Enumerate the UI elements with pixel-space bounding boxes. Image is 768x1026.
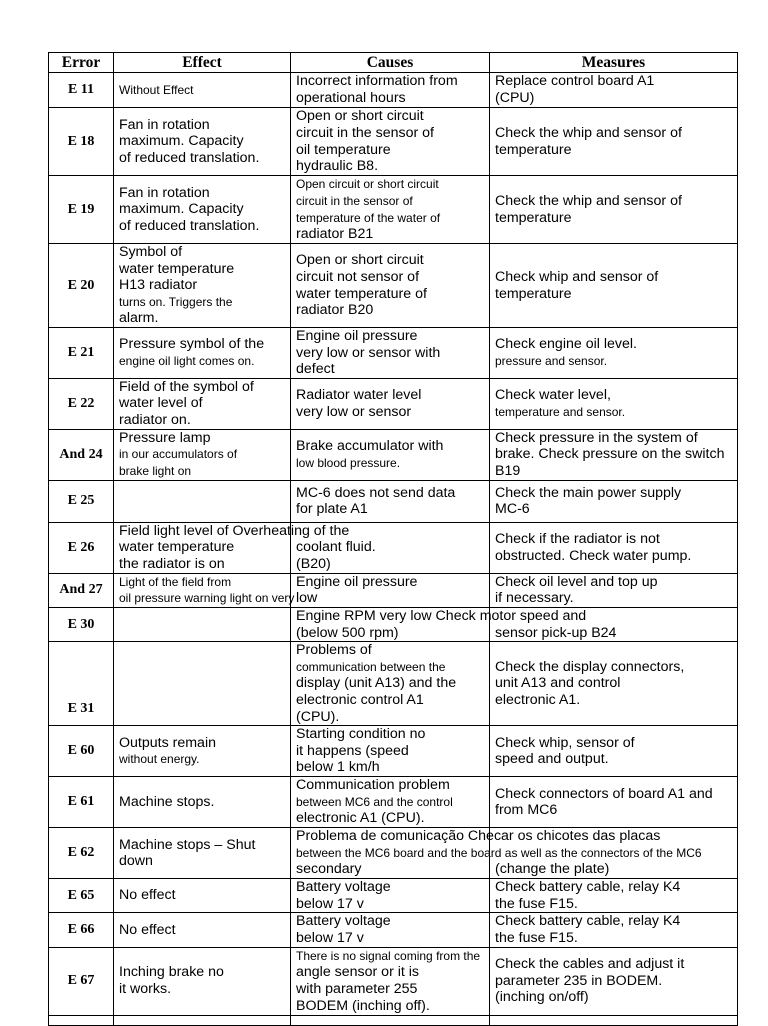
causes-line: Engine RPM very low Check motor speed and (296, 607, 587, 624)
measures-line: Check the main power supply (495, 484, 682, 501)
causes-cell (291, 573, 490, 607)
header-effect: Effect (114, 53, 291, 73)
causes-line: it happens (speed (296, 742, 409, 759)
effect-cell (114, 947, 291, 1015)
causes-line: temperature of the water of (296, 210, 441, 225)
measures-line: Check the display connectors, (495, 658, 685, 675)
table-row (49, 429, 738, 480)
causes-line: Open or short circuit (296, 252, 424, 269)
measures-line: Check oil level and top up (495, 573, 658, 590)
table-row (49, 328, 738, 379)
empty-cell (490, 1015, 738, 1025)
causes-cell (291, 726, 490, 777)
effect-line: water temperature (119, 539, 235, 556)
measures-cell (490, 244, 738, 328)
effect-cell (114, 73, 291, 108)
causes-line: between MC6 and the control (296, 794, 453, 809)
error-code: E 20 (49, 244, 114, 328)
error-code: And 27 (49, 573, 114, 607)
effect-line: radiator on. (119, 412, 191, 429)
causes-line: Incorrect information from (296, 73, 458, 90)
effect-line: alarm. (119, 310, 159, 327)
effect-cell (114, 913, 291, 947)
causes-line: radiator B20 (296, 302, 374, 319)
measures-line: Check battery cable, relay K4 (495, 913, 681, 930)
causes-cell (291, 328, 490, 379)
effect-line: Machine stops. (119, 793, 215, 810)
causes-line: Problems of (296, 642, 372, 659)
causes-cell (291, 879, 490, 913)
measures-cell (490, 777, 738, 828)
measures-line: the fuse F15. (495, 929, 578, 946)
causes-cell (291, 480, 490, 522)
table-row (49, 73, 738, 108)
measures-cell (490, 176, 738, 244)
causes-line: MC-6 does not send data (296, 484, 456, 501)
empty-cell (49, 1015, 114, 1025)
measures-cell (490, 913, 738, 947)
empty-cell (114, 1015, 291, 1025)
effect-line: of reduced translation. (119, 217, 260, 234)
error-code: E 18 (49, 108, 114, 176)
table-row (49, 378, 738, 429)
measures-line: (change the plate) (495, 861, 610, 878)
effect-cell (114, 642, 291, 726)
causes-line: with parameter 255 (296, 981, 418, 998)
measures-line: sensor pick-up B24 (495, 624, 617, 641)
measures-cell (490, 522, 738, 573)
error-code: And 24 (49, 429, 114, 480)
causes-line: Radiator water level (296, 387, 422, 404)
effect-cell (114, 176, 291, 244)
measures-line: temperature (495, 141, 572, 158)
causes-cell (291, 73, 490, 108)
error-code: E 11 (49, 73, 114, 108)
causes-line: Problema de comunicação Checar os chicotes das placas (296, 828, 661, 845)
error-code: E 22 (49, 378, 114, 429)
measures-cell (490, 108, 738, 176)
effect-line: Symbol of (119, 244, 183, 261)
causes-line: display (unit A13) and the (296, 675, 457, 692)
measures-line: Replace control board A1 (495, 73, 655, 90)
causes-line: (below 500 rpm) (296, 624, 399, 641)
effect-line: Without Effect (119, 82, 194, 97)
measures-cell (490, 73, 738, 108)
effect-cell (114, 828, 291, 879)
causes-line: BODEM (inching off). (296, 997, 430, 1014)
table-row (49, 828, 738, 879)
effect-line: Fan in rotation (119, 184, 210, 201)
table-row (49, 726, 738, 777)
measures-line: Check if the radiator is not (495, 531, 660, 548)
measures-cell (490, 642, 738, 726)
effect-line: Field light level of Overheating of the (119, 522, 350, 539)
header-error: Error (49, 53, 114, 73)
effect-cell (114, 573, 295, 607)
table-row-partial (49, 1015, 738, 1025)
causes-line: Open circuit or short circuit (296, 177, 439, 192)
error-code: E 26 (49, 522, 114, 573)
measures-line: Check battery cable, relay K4 (495, 879, 681, 896)
effect-line: down (119, 853, 153, 870)
error-code: E 66 (49, 913, 114, 947)
error-code: E 19 (49, 176, 114, 244)
table-row (49, 480, 738, 522)
causes-line: Starting condition no (296, 726, 426, 743)
measures-line: Check whip, sensor of (495, 734, 635, 751)
measures-cell (490, 328, 738, 379)
effect-cell (114, 378, 291, 429)
measures-cell (490, 879, 738, 913)
measures-line: obstructed. Check water pump. (495, 547, 692, 564)
causes-line: Brake accumulator with (296, 438, 444, 455)
measures-line: MC-6 (495, 501, 530, 518)
effect-line: oil pressure warning light on very (119, 591, 295, 606)
measures-cell (490, 378, 738, 429)
measures-line: unit A13 and control (495, 675, 621, 692)
causes-line: secondary (296, 861, 362, 878)
effect-line: Pressure symbol of the (119, 336, 265, 353)
effect-cell (114, 777, 291, 828)
effect-line: without energy. (119, 752, 200, 767)
table-row (49, 947, 738, 1015)
measures-line: parameter 235 in BODEM. (495, 972, 663, 989)
table-row (49, 642, 738, 726)
effect-cell (114, 879, 291, 913)
causes-line: between the MC6 board and the board as well as the connectors of the MC6 (296, 845, 702, 860)
causes-cell (291, 108, 490, 176)
effect-line: of reduced translation. (119, 149, 260, 166)
error-code: E 62 (49, 828, 114, 879)
effect-line: it works. (119, 981, 172, 998)
causes-cell (291, 176, 490, 244)
causes-cell (291, 378, 490, 429)
measures-line: (inching on/off) (495, 989, 589, 1006)
causes-line: (B20) (296, 556, 331, 573)
causes-cell (291, 947, 490, 1015)
measures-cell (490, 947, 738, 1015)
measures-line: Check the whip and sensor of (495, 192, 682, 209)
table-row (49, 913, 738, 947)
effect-line: Fan in rotation (119, 116, 210, 133)
table-row (49, 176, 738, 244)
causes-line: low (296, 590, 318, 607)
error-code: E 67 (49, 947, 114, 1015)
table-row (49, 522, 738, 573)
causes-line: below 1 km/h (296, 759, 380, 776)
effect-line: Machine stops – Shut (119, 836, 256, 853)
effect-line: maximum. Capacity (119, 201, 244, 218)
effect-cell (114, 108, 291, 176)
measures-line: pressure and sensor. (495, 353, 608, 368)
effect-line: brake light on (119, 464, 192, 479)
effect-cell (114, 607, 291, 641)
causes-line: Engine oil pressure (296, 573, 418, 590)
effect-line: H13 radiator (119, 277, 198, 294)
measures-line: brake. Check pressure on the switch (495, 446, 725, 463)
effect-cell (114, 244, 291, 328)
causes-line: (CPU). (296, 708, 340, 725)
table-row (49, 777, 738, 828)
measures-line: Check the cables and adjust it (495, 956, 685, 973)
causes-cell (291, 642, 490, 726)
effect-line: No effect (119, 921, 176, 938)
measures-cell (490, 480, 738, 522)
causes-line: oil temperature (296, 141, 391, 158)
causes-line: hydraulic B8. (296, 158, 379, 175)
measures-cell (490, 726, 738, 777)
causes-line: for plate A1 (296, 501, 368, 518)
causes-line: water temperature of (296, 285, 427, 302)
error-code: E 25 (49, 480, 114, 522)
header-causes: Causes (291, 53, 490, 73)
effect-cell (114, 480, 291, 522)
error-table (48, 52, 738, 1026)
causes-cell (291, 244, 490, 328)
measures-line: Check the whip and sensor of (495, 124, 682, 141)
effect-line: Pressure lamp (119, 429, 211, 446)
empty-cell (291, 1015, 490, 1025)
measures-line: B19 (495, 463, 521, 480)
measures-line: speed and output. (495, 751, 609, 768)
causes-line: below 17 v (296, 895, 364, 912)
measures-line: Check pressure in the system of (495, 429, 698, 446)
header-measures: Measures (490, 53, 738, 73)
causes-line: Battery voltage (296, 913, 391, 930)
error-code: E 61 (49, 777, 114, 828)
causes-line: coolant fluid. (296, 539, 376, 556)
measures-line: electronic A1. (495, 691, 581, 708)
causes-line: defect (296, 361, 335, 378)
measures-line: Check engine oil level. (495, 336, 637, 353)
effect-line: Field of the symbol of (119, 378, 254, 395)
error-code: E 60 (49, 726, 114, 777)
causes-line: circuit in the sensor of (296, 193, 413, 208)
effect-line: Outputs remain (119, 734, 216, 751)
effect-line: in our accumulators of (119, 447, 238, 462)
error-code-sheet (48, 52, 738, 1026)
causes-line: There is no signal coming from the (296, 948, 481, 963)
header-row (49, 53, 738, 73)
effect-cell (114, 726, 291, 777)
causes-line: very low or sensor (296, 403, 412, 420)
measures-line: temperature (495, 209, 572, 226)
causes-cell (291, 777, 490, 828)
causes-line: circuit in the sensor of (296, 124, 434, 141)
causes-line: very low or sensor with (296, 344, 441, 361)
table-row (49, 244, 738, 328)
error-code: E 65 (49, 879, 114, 913)
causes-cell (291, 913, 490, 947)
causes-line: circuit not sensor of (296, 268, 420, 285)
causes-line: Communication problem (296, 777, 450, 794)
measures-line: the fuse F15. (495, 895, 578, 912)
effect-line: water temperature (119, 260, 235, 277)
causes-line: low blood pressure. (296, 455, 401, 470)
effect-line: Light of the field from (119, 574, 232, 589)
table-row (49, 879, 738, 913)
causes-line: angle sensor or it is (296, 964, 420, 981)
effect-line: Inching brake no (119, 964, 224, 981)
causes-cell (291, 429, 490, 480)
measures-line: temperature and sensor. (495, 404, 626, 419)
effect-cell (114, 429, 291, 480)
effect-line: engine oil light comes on. (119, 353, 255, 368)
effect-line: maximum. Capacity (119, 133, 244, 150)
effect-line: turns on. Triggers the (119, 294, 233, 309)
measures-line: (CPU) (495, 90, 535, 106)
measures-line: if necessary. (495, 590, 574, 607)
table-row (49, 108, 738, 176)
error-code: E 21 (49, 328, 114, 379)
measures-cell (490, 573, 738, 607)
measures-line: temperature (495, 285, 572, 302)
measures-line: Check water level, (495, 387, 611, 404)
effect-line: water level of (119, 395, 203, 412)
causes-line: operational hours (296, 90, 406, 106)
causes-line: Engine oil pressure (296, 328, 418, 344)
measures-line: from MC6 (495, 802, 558, 819)
measures-line: Check whip and sensor of (495, 268, 659, 285)
causes-line: communication between the (296, 659, 446, 674)
causes-line: radiator B21 (296, 226, 374, 243)
error-code: E 31 (49, 642, 114, 726)
causes-line: electronic A1 (CPU). (296, 810, 425, 827)
causes-line: below 17 v (296, 929, 364, 946)
table-row (49, 607, 738, 641)
effect-line: No effect (119, 887, 176, 904)
causes-line: Open or short circuit (296, 108, 424, 125)
table-row (49, 573, 738, 607)
effect-cell (114, 328, 291, 379)
error-table-body (49, 73, 738, 1026)
measures-line: Check connectors of board A1 and (495, 785, 713, 802)
error-code: E 30 (49, 607, 114, 641)
measures-cell (490, 429, 738, 480)
causes-line: Battery voltage (296, 879, 391, 896)
causes-line: electronic control A1 (296, 691, 424, 708)
effect-line: the radiator is on (119, 556, 225, 573)
